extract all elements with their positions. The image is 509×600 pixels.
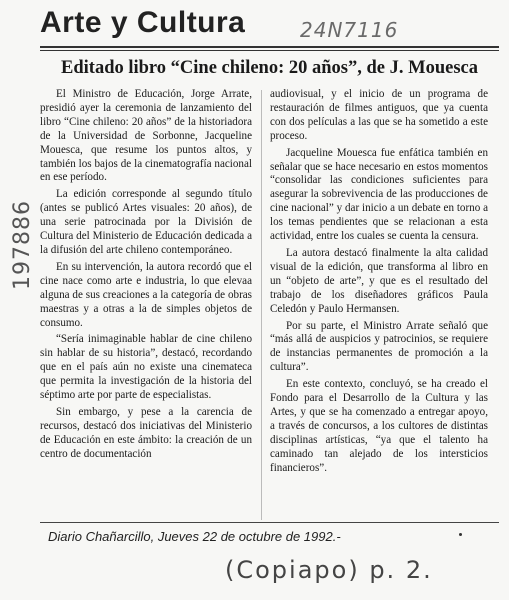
paragraph: En su intervención, la autora recordó que el cine nace como arte e industria, lo que elevaa alguna de sus creaciones a la categoría de obras maestras y a otras a la de simples objetos de consumo. bbox=[40, 260, 252, 329]
handwritten-number: 197886 bbox=[10, 200, 35, 290]
paragraph: El Ministro de Educación, Jorge Arrate, presidió ayer la ceremonia de lanzamiento del libro “Cine chileno: 20 años” de la historiadora de la Universidad de Sorbonne, Jacqueline Mouesca, que resume los puntos altos, y también los bajos de la cinematografía nacional en ese período. bbox=[40, 88, 252, 184]
article-headline: Editado libro “Cine chileno: 20 años”, de J. Mouesca bbox=[61, 58, 478, 78]
handwritten-number-wrap bbox=[6, 200, 36, 290]
article-left-column bbox=[40, 88, 252, 462]
paragraph: En este contexto, concluyó, se ha creado el Fondo para el Desarrollo de la Cultura y las Artes, y que se ha comenzado a entregar apoyo, a través de concursos, a los cultores de distintas disciplinas artísticas, “ya que el talento ha caminado tan alejado de los intersticios financieros”. bbox=[270, 378, 488, 474]
paragraph: La edición corresponde al segundo título (antes se publicó Artes visuales: 20 años), de una serie patrocinada por la División de Cultura del Ministerio de Educación dedicada a la difusión del arte chileno contemporáneo. bbox=[40, 188, 252, 256]
section-header: Arte y Cultura bbox=[40, 6, 246, 39]
paragraph: “Sería inimaginable hablar de cine chileno sin hablar de su historia”, destacó, recordando que en el país aún no existe una cinemateca que permita la investigación de la historia del séptimo arte por parte de especialistas. bbox=[40, 333, 252, 402]
column-divider bbox=[261, 90, 262, 520]
article-right-column bbox=[270, 88, 488, 475]
ink-dot bbox=[459, 533, 462, 536]
paragraph: Jacqueline Mouesca fue enfática también en señalar que se hace necesario en estos momentos “consolidar las condiciones suficientes para asegurar la sobrevivencia de las producciones de cine nacional” y dar inicio a un debate en torno a los temas pendientes que se relacionan a esta actividad, entre los cuales se cuenta la censura. bbox=[270, 146, 488, 243]
header-rule-thin bbox=[40, 50, 499, 51]
paragraph: Sin embargo, y pese a la carencia de recursos, destacó dos iniciativas del Ministerio de Educación en este ámbito: la creación de un centro de documentación bbox=[40, 405, 252, 460]
paragraph: audiovisual, y el inicio de un programa de restauración de filmes antiguos, que ya cuenta con dos películas a las que se ha sometido a este proceso. bbox=[270, 88, 488, 142]
source-footer: Diario Chañarcillo, Jueves 22 de octubre de 1992.- bbox=[48, 529, 341, 544]
header-rule bbox=[40, 46, 499, 48]
paragraph: Por su parte, el Ministro Arrate señaló que “más allá de auspicios y patrocinios, se requiere de instancias permanentes de promoción a la cultura”. bbox=[270, 319, 488, 374]
handwritten-date: 24N7116 bbox=[300, 18, 399, 42]
handwritten-page-note: (Copiapo) p. 2. bbox=[225, 556, 433, 584]
paragraph: La autora destacó finalmente la alta calidad visual de la edición, que transforma al libro en un “objeto de arte”, y que es el resultado del trabajo de los diseñadores gráficos Paula Celedón y Paulo Hermansen. bbox=[270, 246, 488, 315]
footer-rule bbox=[40, 522, 499, 523]
